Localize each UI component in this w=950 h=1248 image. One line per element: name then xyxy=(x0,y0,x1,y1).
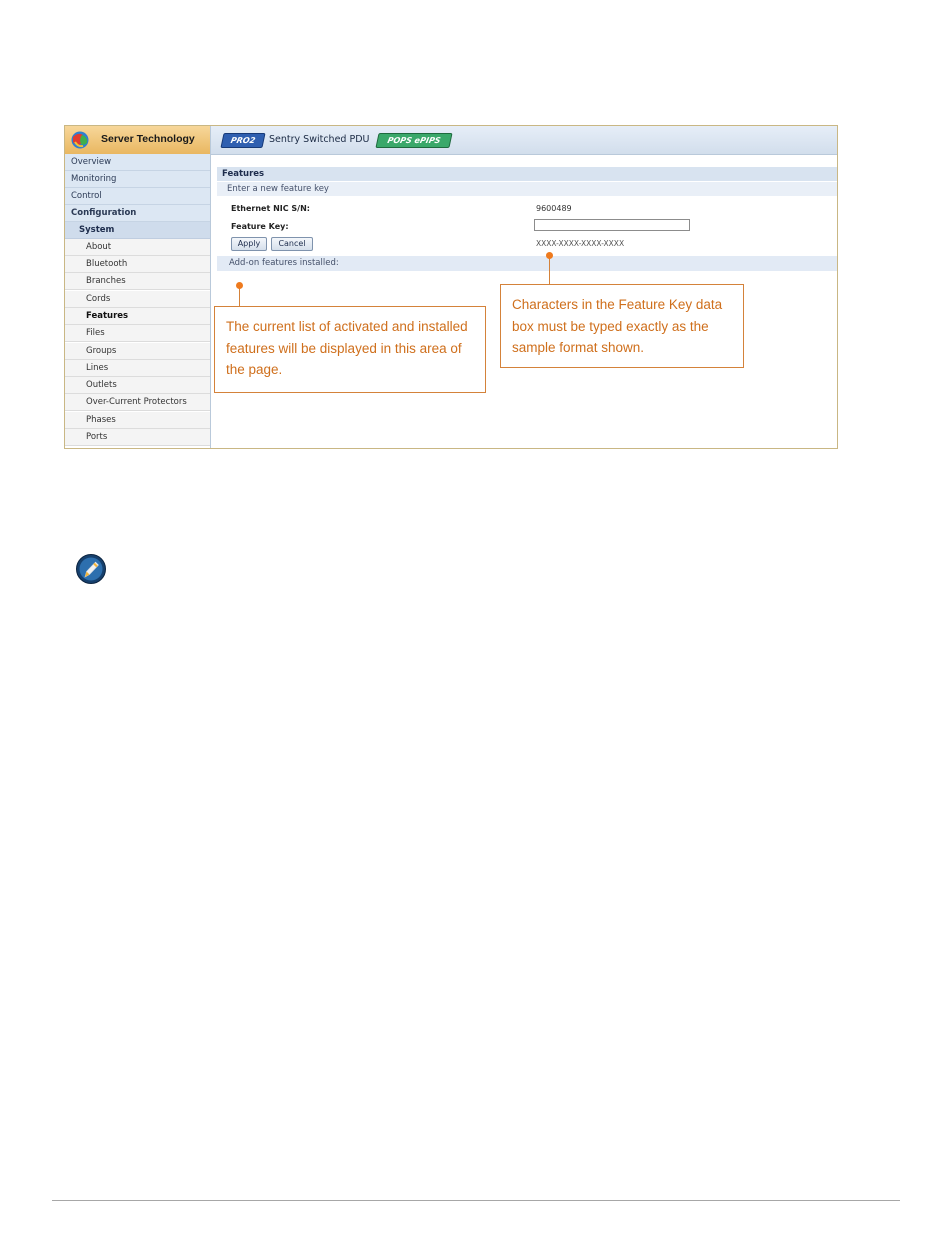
nav-monitoring[interactable]: Monitoring xyxy=(65,171,210,188)
screenshot-frame xyxy=(64,125,838,449)
nic-label: Ethernet NIC S/N: xyxy=(231,204,310,213)
nic-value: 9600489 xyxy=(536,204,572,213)
nav-control[interactable]: Control xyxy=(65,188,210,205)
nav-configuration[interactable]: Configuration xyxy=(65,205,210,222)
nav-system[interactable]: System xyxy=(65,222,210,239)
note-pencil-icon xyxy=(75,553,107,585)
nav-outlets[interactable]: Outlets xyxy=(65,377,210,394)
features-section-title: Features xyxy=(217,167,837,181)
nav-features[interactable]: Features xyxy=(65,308,210,325)
nav-over-current-protectors[interactable]: Over-Current Protectors xyxy=(65,394,210,411)
brand-name: Server Technology xyxy=(101,133,195,145)
nav-overview[interactable]: Overview xyxy=(65,154,210,171)
callout-left-marker xyxy=(236,282,243,289)
nav-about[interactable]: About xyxy=(65,239,210,256)
callout-right-leader xyxy=(549,256,550,284)
apply-button[interactable]: Apply xyxy=(231,237,267,251)
product-header xyxy=(211,126,837,155)
nav-ports[interactable]: Ports xyxy=(65,429,210,446)
callout-right-marker xyxy=(546,252,553,259)
product-name: Sentry Switched PDU xyxy=(269,134,370,145)
nav-lines[interactable]: Lines xyxy=(65,360,210,377)
cancel-button[interactable]: Cancel xyxy=(271,237,313,251)
feature-key-format-hint: XXXX-XXXX-XXXX-XXXX xyxy=(536,239,625,248)
brand-header xyxy=(65,126,210,155)
callout-installed-features: The current list of activated and installed features will be displayed in this area of the page. xyxy=(214,306,486,393)
nav-groups[interactable]: Groups xyxy=(65,343,210,360)
nav-branches[interactable]: Branches xyxy=(65,273,210,290)
addon-features-heading: Add-on features installed: xyxy=(217,256,837,271)
feature-key-subheading: Enter a new feature key xyxy=(217,182,837,196)
server-technology-logo-icon xyxy=(69,130,91,150)
pro2-badge: PRO2 xyxy=(220,133,265,148)
feature-key-label: Feature Key: xyxy=(231,222,289,231)
pops-epips-badge: POPS ePIPS xyxy=(375,133,452,148)
footer-divider xyxy=(52,1200,900,1201)
sidebar xyxy=(65,126,211,448)
nav-cords[interactable]: Cords xyxy=(65,291,210,308)
nav-phases[interactable]: Phases xyxy=(65,412,210,429)
nav-bluetooth[interactable]: Bluetooth xyxy=(65,256,210,273)
nav-files[interactable]: Files xyxy=(65,325,210,342)
feature-key-input[interactable] xyxy=(534,219,690,231)
callout-feature-key-format: Characters in the Feature Key data box must be typed exactly as the sample format shown. xyxy=(500,284,744,368)
callout-left-leader xyxy=(239,286,240,306)
